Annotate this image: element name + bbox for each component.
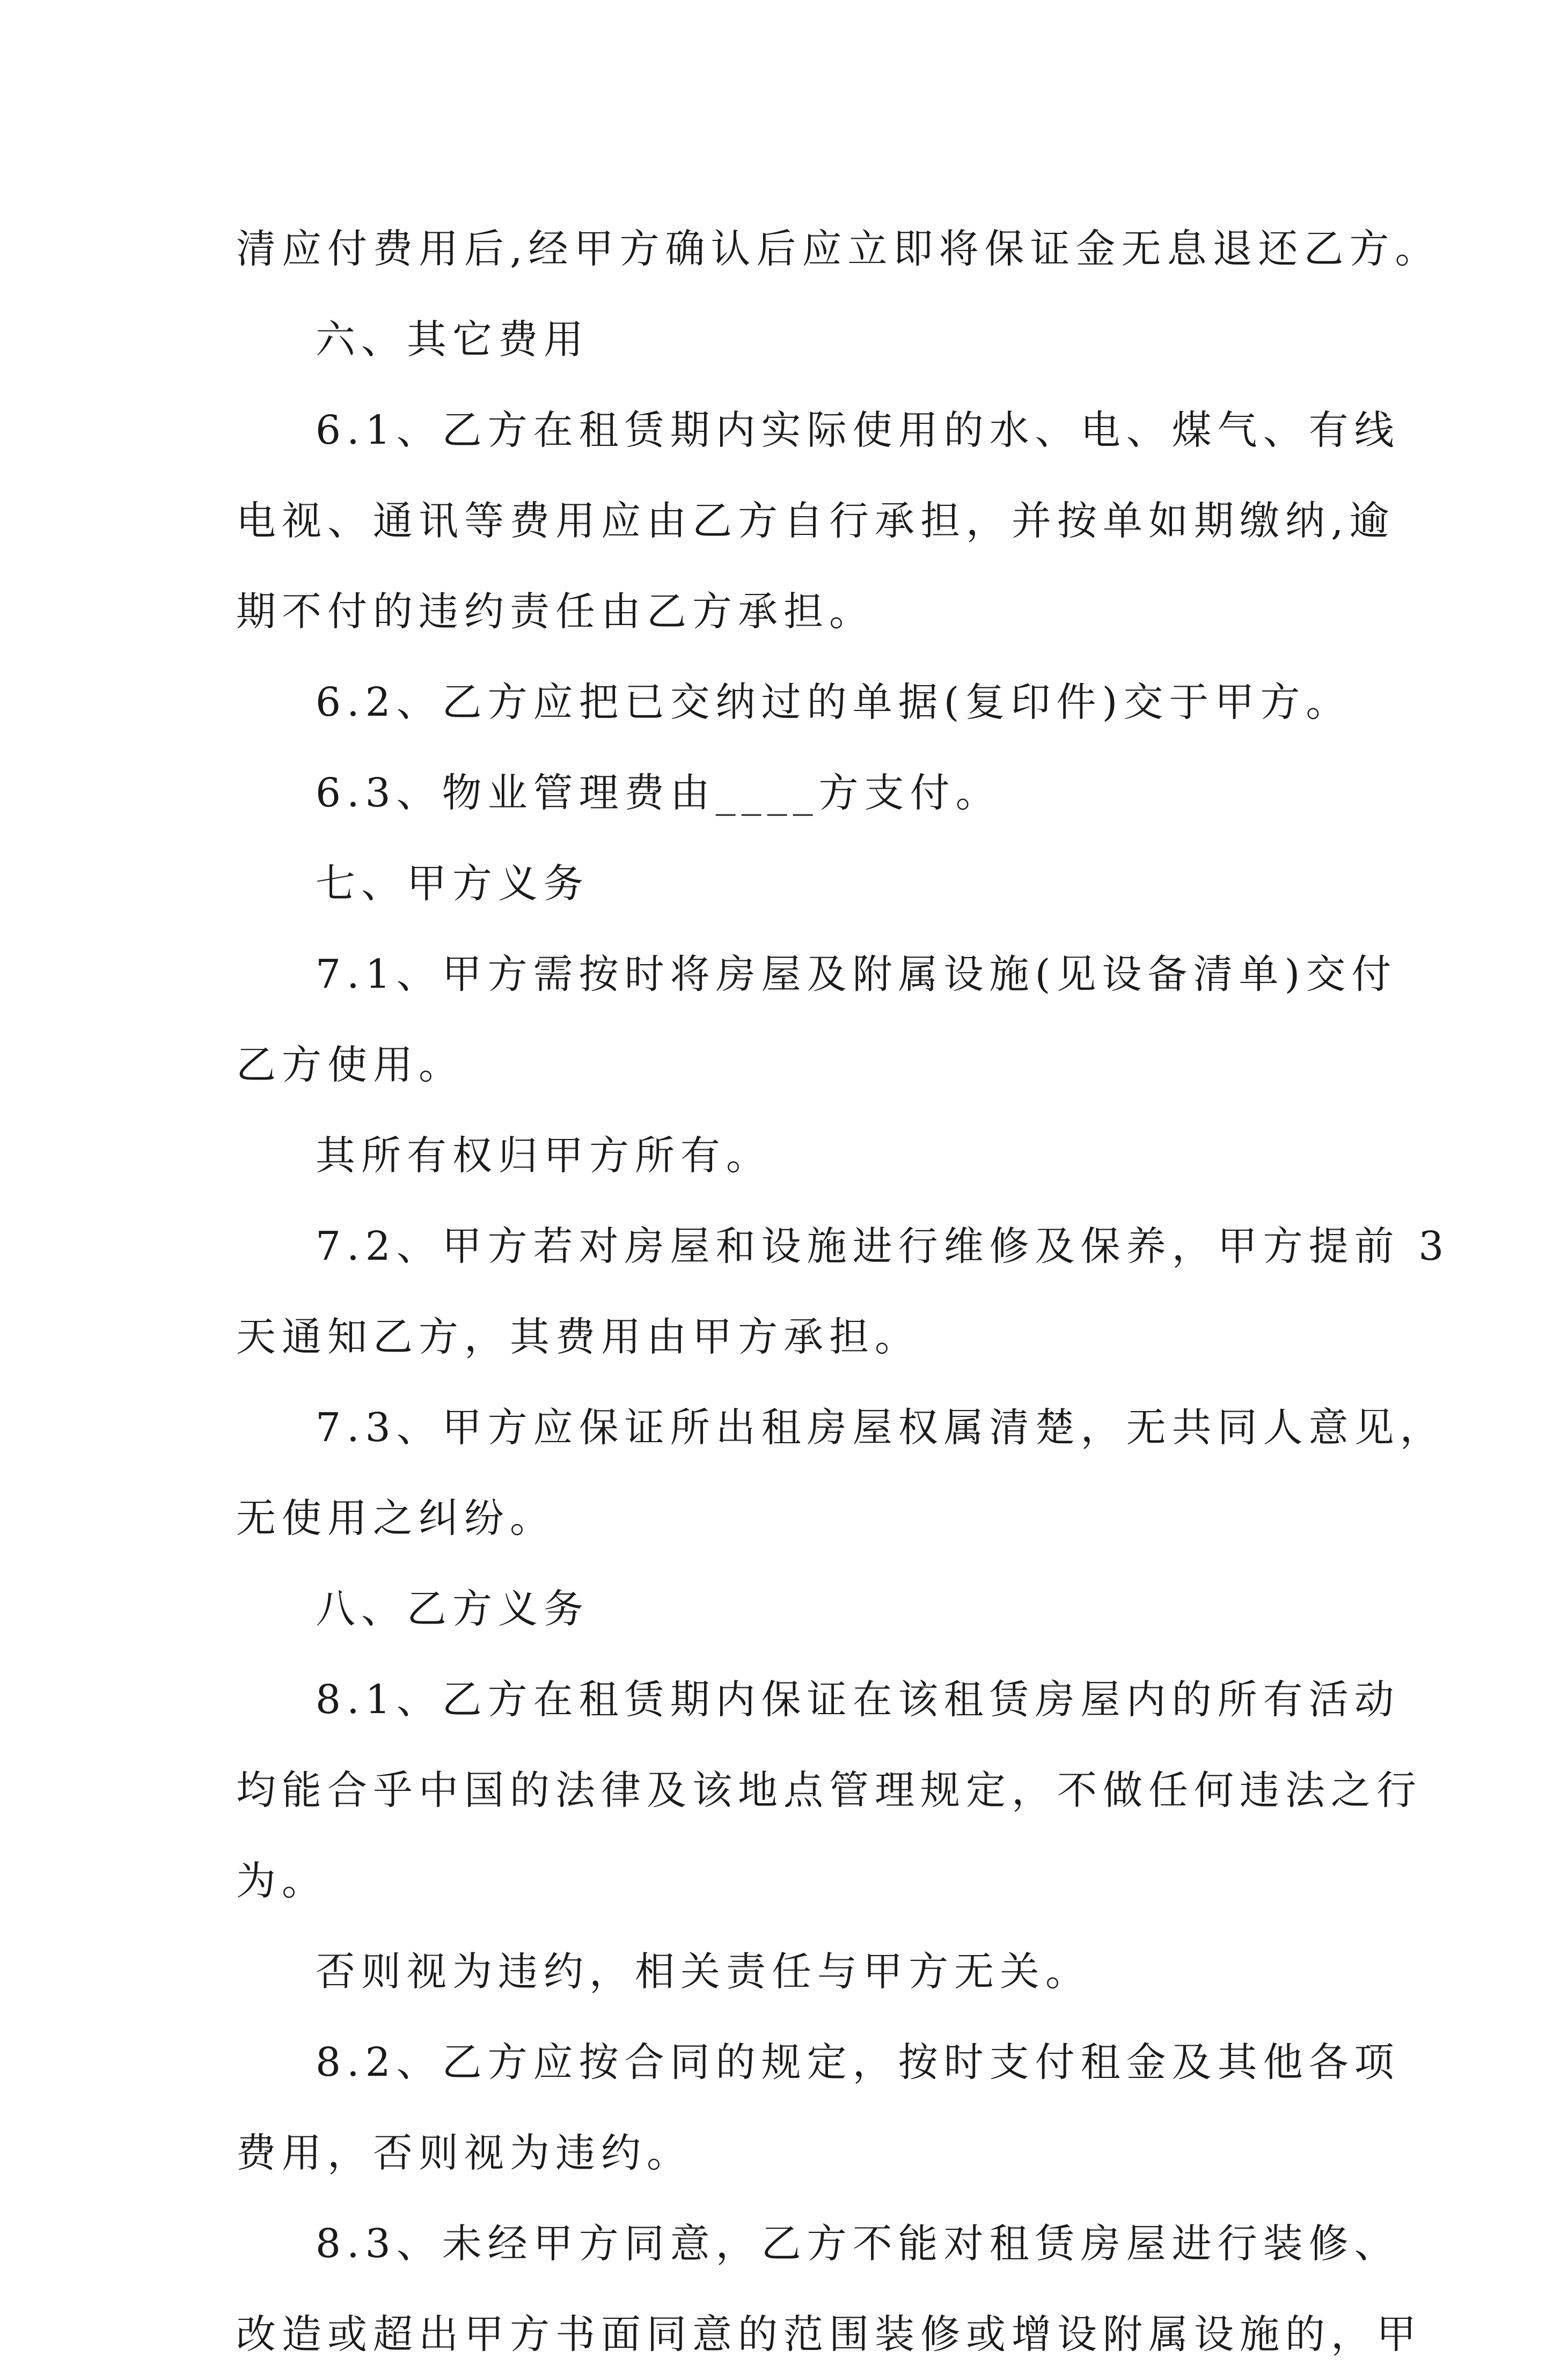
- text-line: 乙方使用。: [236, 1042, 464, 1088]
- text-line: 无使用之纠纷。: [236, 1495, 555, 1541]
- text-line: 天通知乙方，其费用由甲方承担。: [236, 1314, 920, 1360]
- text-line: 均能合乎中国的法律及该地点管理规定，不做任何违法之行: [236, 1767, 1422, 1813]
- text-line: 八、乙方义务: [316, 1586, 589, 1632]
- text-line: 7.2、甲方若对房屋和设施进行维修及保养，甲方提前 3: [316, 1223, 1450, 1269]
- text-line: 为。: [236, 1858, 327, 1904]
- document-body: [236, 204, 1450, 2380]
- text-line: 七、甲方义务: [316, 861, 589, 907]
- text-line: 六、其它费用: [316, 317, 589, 363]
- text-line: 8.1、乙方在租赁期内保证在该租赁房屋内的所有活动: [316, 1677, 1400, 1723]
- text-line: 清应付费用后,经甲方确认后应立即将保证金无息退还乙方。: [236, 226, 1441, 272]
- text-line: 改造或超出甲方书面同意的范围装修或增设附属设施的，甲: [236, 2311, 1422, 2357]
- text-line: 6.3、物业管理费由____方支付。: [316, 770, 1001, 816]
- text-line: 6.1、乙方在租赁期内实际使用的水、电、煤气、有线: [316, 407, 1400, 453]
- text-line: 7.3、甲方应保证所出租房屋权属清楚，无共同人意见，: [316, 1405, 1446, 1451]
- text-line: 电视、通讯等费用应由乙方自行承担，并按单如期缴纳,逾: [236, 498, 1395, 544]
- text-line: 期不付的违约责任由乙方承担。: [236, 589, 875, 635]
- text-line: 8.3、未经甲方同意，乙方不能对租赁房屋进行装修、: [316, 2221, 1400, 2267]
- text-line: 8.2、乙方应按合同的规定，按时支付租金及其他各项: [316, 2039, 1400, 2085]
- text-line: 7.1、甲方需按时将房屋及附属设施(见设备清单)交付: [316, 951, 1397, 997]
- text-line: 费用，否则视为违约。: [236, 2130, 692, 2176]
- text-line: 6.2、乙方应把已交纳过的单据(复印件)交于甲方。: [316, 679, 1352, 725]
- text-line: 否则视为违约，相关责任与甲方无关。: [316, 1949, 1091, 1995]
- text-line: 其所有权归甲方所有。: [316, 1133, 772, 1179]
